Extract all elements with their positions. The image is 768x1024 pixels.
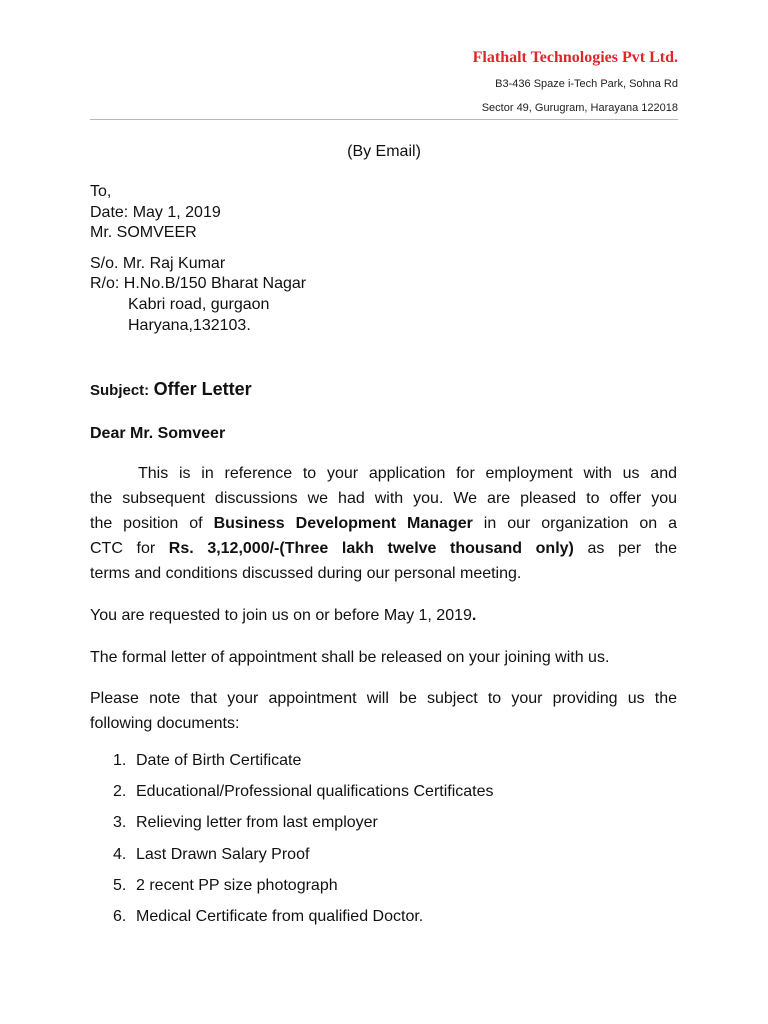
list-item: 6. Medical Certificate from qualified Doctor. [113, 907, 424, 925]
subject-label: Subject: [90, 382, 150, 399]
list-item: 2. Educational/Professional qualifications Certificates [113, 783, 494, 801]
subject-value: Offer Letter [153, 379, 252, 399]
company-name: Flathalt Technologies Pvt Ltd. [472, 49, 678, 66]
appointment-note-paragraph: The formal letter of appointment shall be released on your joining with us. [90, 649, 610, 666]
ctc-amount: Rs. 3,12,000/-(Three lakh twelve thousand only) [168, 540, 574, 557]
list-item: 5. 2 recent PP size photograph [113, 876, 338, 894]
company-address-line-2: Sector 49, Gurugram, Harayana 122018 [481, 102, 678, 114]
recipient-name: Mr. SOMVEER [90, 224, 197, 241]
offer-paragraph-line: terms and conditions discussed during our personal meeting. [90, 565, 522, 582]
offer-paragraph-line: the position of Business Development Manager in our organization on a [90, 515, 678, 532]
company-address-line-1: B3-436 Spaze i-Tech Park, Sohna Rd [495, 78, 678, 90]
header-divider [90, 119, 678, 120]
list-item: 4. Last Drawn Salary Proof [113, 845, 310, 863]
salutation: Dear Mr. Somveer [90, 425, 226, 442]
required-documents-list [113, 751, 494, 938]
recipient-address-line-2: Kabri road, gurgaon [128, 296, 270, 313]
list-item: 3. Relieving letter from last employer [113, 814, 378, 832]
recipient-relation: S/o. Mr. Raj Kumar [90, 255, 226, 272]
delivery-note: (By Email) [347, 143, 421, 160]
to-line: To, [90, 183, 112, 200]
letter-date: Date: May 1, 2019 [90, 204, 221, 221]
joining-date-paragraph: You are requested to join us on or before May 1, 2019. [90, 607, 477, 624]
position-title: Business Development Manager [213, 515, 473, 532]
offer-paragraph [90, 461, 677, 586]
recipient-address-line-1: R/o: H.No.B/150 Bharat Nagar [90, 275, 307, 292]
documents-intro-paragraph: Please note that your appointment will be subject to your providing us the following documents: [90, 690, 677, 732]
recipient-address-line-3: Haryana,132103. [128, 317, 251, 334]
offer-paragraph-line: CTC for Rs. 3,12,000/-(Three lakh twelve thousand only) as per the [90, 540, 677, 557]
offer-paragraph-line: the subsequent discussions we had with you. We are pleased to offer you [90, 490, 677, 507]
list-item: 1. Date of Birth Certificate [113, 752, 302, 769]
offer-paragraph-line: This is in reference to your application for employment with us and [138, 465, 677, 482]
subject-line [90, 379, 252, 401]
